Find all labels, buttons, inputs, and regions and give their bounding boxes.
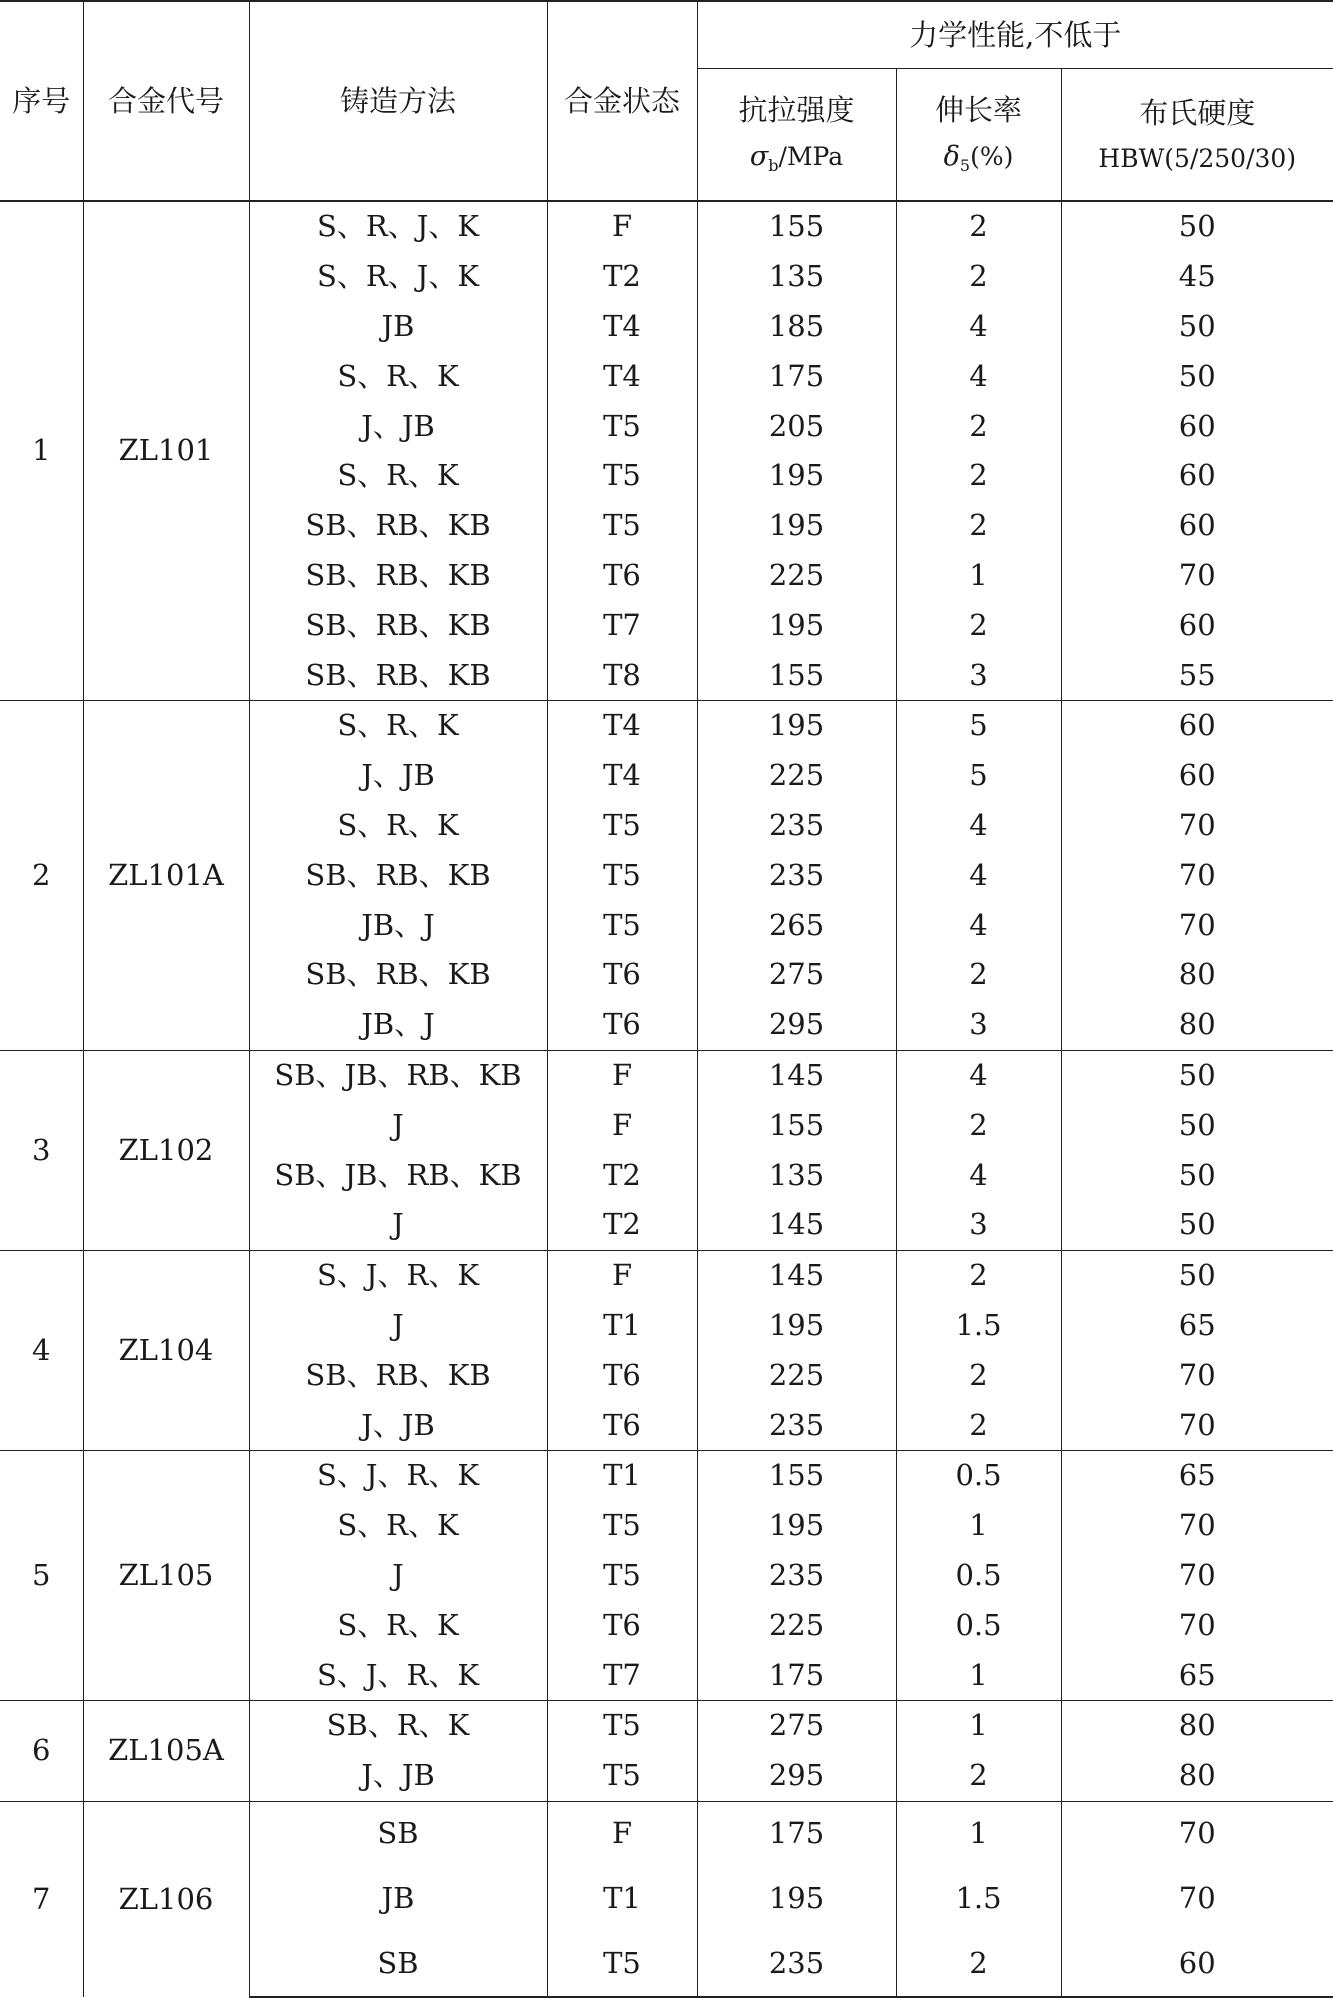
casting-method-cell: S、R、K — [249, 700, 547, 750]
alloy-state-cell: T6 — [547, 1350, 697, 1400]
tensile-strength-cell: 175 — [697, 1650, 896, 1700]
alloy-state-cell: T6 — [547, 1600, 697, 1650]
header-tensile-strength — [697, 69, 896, 202]
hardness-cell: 50 — [1061, 1250, 1333, 1300]
tensile-strength-cell: 145 — [697, 1200, 896, 1250]
alloy-state-cell: T4 — [547, 751, 697, 801]
elongation-cell: 2 — [896, 1751, 1061, 1801]
tensile-unit-line — [698, 143, 896, 174]
elongation-cell: 1 — [896, 551, 1061, 601]
tensile-strength-cell: 155 — [697, 1100, 896, 1150]
elongation-cell: 3 — [896, 1200, 1061, 1250]
tensile-strength-cell: 235 — [697, 1931, 896, 1997]
seq-cell: 3 — [0, 1050, 83, 1250]
casting-method-cell: SB — [249, 1931, 547, 1997]
elongation-cell: 4 — [896, 351, 1061, 401]
elongation-cell: 4 — [896, 302, 1061, 352]
alloy-state-cell: T5 — [547, 1551, 697, 1601]
alloy-state-cell: T1 — [547, 1450, 697, 1500]
tensile-strength-cell: 175 — [697, 351, 896, 401]
alloy-code-cell: ZL106 — [83, 1801, 249, 1997]
alloy-code-cell: ZL105 — [83, 1450, 249, 1700]
alloy-state-cell: T4 — [547, 351, 697, 401]
elongation-cell: 4 — [896, 1050, 1061, 1100]
casting-method-cell: JB — [249, 302, 547, 352]
alloy-state-cell: F — [547, 1801, 697, 1866]
alloy-state-cell: T1 — [547, 1301, 697, 1351]
alloy-state-cell: T7 — [547, 600, 697, 650]
elongation-symbol: δ — [944, 141, 960, 172]
elongation-cell: 2 — [896, 451, 1061, 501]
tensile-strength-cell: 135 — [697, 252, 896, 302]
seq-cell: 7 — [0, 1801, 83, 1997]
elongation-cell: 2 — [896, 1931, 1061, 1997]
alloy-state-cell: T4 — [547, 700, 697, 750]
casting-method-cell: S、J、R、K — [249, 1450, 547, 1500]
tensile-strength-cell: 295 — [697, 1000, 896, 1050]
alloy-state-cell: T1 — [547, 1866, 697, 1931]
hardness-cell: 60 — [1061, 600, 1333, 650]
casting-method-cell: J、JB — [249, 401, 547, 451]
casting-method-cell: SB、RB、KB — [249, 850, 547, 900]
alloy-state-cell: T5 — [547, 850, 697, 900]
hardness-cell: 65 — [1061, 1650, 1333, 1700]
alloy-state-cell: T5 — [547, 1501, 697, 1551]
casting-method-cell: S、R、K — [249, 451, 547, 501]
table-row — [0, 1250, 1333, 1300]
hardness-cell: 70 — [1061, 801, 1333, 851]
seq-cell: 1 — [0, 201, 83, 700]
elongation-cell: 4 — [896, 900, 1061, 950]
casting-method-cell: J、JB — [249, 1400, 547, 1450]
alloy-state-cell: T5 — [547, 1700, 697, 1750]
casting-method-cell: SB、JB、RB、KB — [249, 1150, 547, 1200]
hardness-cell: 80 — [1061, 1700, 1333, 1750]
casting-method-cell: JB — [249, 1866, 547, 1931]
casting-method-cell: S、R、K — [249, 1501, 547, 1551]
alloy-state-cell: T2 — [547, 252, 697, 302]
elongation-cell: 3 — [896, 1000, 1061, 1050]
tensile-strength-cell: 225 — [697, 551, 896, 601]
casting-method-cell: JB、J — [249, 900, 547, 950]
casting-method-cell: SB、RB、KB — [249, 650, 547, 700]
alloy-state-cell: F — [547, 1050, 697, 1100]
tensile-strength-cell: 235 — [697, 850, 896, 900]
header-casting-method: 铸造方法 — [249, 1, 547, 201]
casting-method-cell: SB、RB、KB — [249, 501, 547, 551]
casting-method-cell: S、R、J、K — [249, 201, 547, 252]
alloy-state-cell: T5 — [547, 501, 697, 551]
hardness-cell: 80 — [1061, 1000, 1333, 1050]
hardness-cell: 60 — [1061, 451, 1333, 501]
table-row — [0, 1450, 1333, 1500]
hardness-cell: 55 — [1061, 650, 1333, 700]
tensile-strength-cell: 155 — [697, 201, 896, 252]
header-alloy-code: 合金代号 — [83, 1, 249, 201]
elongation-cell: 2 — [896, 950, 1061, 1000]
elongation-cell: 0.5 — [896, 1600, 1061, 1650]
alloy-state-cell: T2 — [547, 1150, 697, 1200]
hardness-cell: 70 — [1061, 1501, 1333, 1551]
elongation-cell: 2 — [896, 1350, 1061, 1400]
hardness-cell: 70 — [1061, 1801, 1333, 1866]
elongation-cell: 2 — [896, 252, 1061, 302]
alloy-state-cell: T5 — [547, 801, 697, 851]
header-seq: 序号 — [0, 1, 83, 201]
hardness-cell: 70 — [1061, 1600, 1333, 1650]
tensile-strength-cell: 185 — [697, 302, 896, 352]
tensile-symbol: σ — [750, 141, 768, 172]
table-row — [0, 201, 1333, 252]
hardness-cell: 50 — [1061, 302, 1333, 352]
hardness-cell: 50 — [1061, 201, 1333, 252]
elongation-unit-line — [897, 143, 1061, 174]
alloy-state-cell: F — [547, 1100, 697, 1150]
alloy-state-cell: F — [547, 1250, 697, 1300]
casting-method-cell: SB、RB、KB — [249, 551, 547, 601]
casting-method-cell: SB、RB、KB — [249, 600, 547, 650]
tensile-subscript: b — [768, 156, 778, 175]
elongation-cell: 2 — [896, 1100, 1061, 1150]
tensile-strength-cell: 195 — [697, 1866, 896, 1931]
hardness-cell: 50 — [1061, 1150, 1333, 1200]
hardness-cell: 80 — [1061, 1751, 1333, 1801]
elongation-cell: 4 — [896, 801, 1061, 851]
elongation-cell: 1.5 — [896, 1301, 1061, 1351]
hardness-cell: 65 — [1061, 1301, 1333, 1351]
elongation-cell: 4 — [896, 850, 1061, 900]
elongation-cell: 1 — [896, 1650, 1061, 1700]
elongation-cell: 2 — [896, 1400, 1061, 1450]
alloy-state-cell: T6 — [547, 1000, 697, 1050]
casting-method-cell: J — [249, 1100, 547, 1150]
hardness-cell: 70 — [1061, 1866, 1333, 1931]
seq-cell: 2 — [0, 700, 83, 1050]
casting-method-cell: SB、R、K — [249, 1700, 547, 1750]
alloy-code-cell: ZL105A — [83, 1700, 249, 1801]
casting-method-cell: JB、J — [249, 1000, 547, 1050]
tensile-strength-cell: 195 — [697, 700, 896, 750]
alloy-state-cell: T5 — [547, 900, 697, 950]
elongation-cell: 1.5 — [896, 1866, 1061, 1931]
tensile-strength-cell: 195 — [697, 451, 896, 501]
header-brinell-hardness — [1061, 69, 1333, 202]
elongation-cell: 2 — [896, 1250, 1061, 1300]
tensile-strength-cell: 235 — [697, 1400, 896, 1450]
tensile-strength-cell: 275 — [697, 950, 896, 1000]
alloy-state-cell: T2 — [547, 1200, 697, 1250]
tensile-strength-cell: 145 — [697, 1050, 896, 1100]
hardness-cell: 80 — [1061, 950, 1333, 1000]
tensile-strength-cell: 195 — [697, 1501, 896, 1551]
alloy-code-cell: ZL101A — [83, 700, 249, 1050]
hardness-cell: 70 — [1061, 900, 1333, 950]
tensile-strength-cell: 145 — [697, 1250, 896, 1300]
hardness-cell: 60 — [1061, 401, 1333, 451]
hardness-cell: 60 — [1061, 501, 1333, 551]
hardness-label: 布氏硬度 — [1062, 99, 1333, 128]
hardness-cell: 60 — [1061, 751, 1333, 801]
header-elongation — [896, 69, 1061, 202]
alloy-state-cell: T8 — [547, 650, 697, 700]
alloy-state-cell: T6 — [547, 950, 697, 1000]
elongation-cell: 1 — [896, 1801, 1061, 1866]
tensile-strength-cell: 175 — [697, 1801, 896, 1866]
casting-method-cell: J — [249, 1200, 547, 1250]
hardness-cell: 50 — [1061, 1200, 1333, 1250]
casting-method-cell: S、J、R、K — [249, 1250, 547, 1300]
elongation-subscript: 5 — [960, 156, 970, 175]
alloy-state-cell: T4 — [547, 302, 697, 352]
table-row — [0, 1050, 1333, 1100]
tensile-strength-cell: 235 — [697, 801, 896, 851]
hardness-cell: 70 — [1061, 1400, 1333, 1450]
header-alloy-state: 合金状态 — [547, 1, 697, 201]
hardness-cell: 45 — [1061, 252, 1333, 302]
hardness-cell: 70 — [1061, 551, 1333, 601]
hardness-unit: HBW(5/250/30) — [1062, 146, 1333, 171]
tensile-strength-cell: 275 — [697, 1700, 896, 1750]
casting-method-cell: J — [249, 1301, 547, 1351]
elongation-cell: 2 — [896, 600, 1061, 650]
casting-method-cell: SB、RB、KB — [249, 1350, 547, 1400]
alloy-state-cell: T5 — [547, 1931, 697, 1997]
casting-method-cell: S、R、K — [249, 1600, 547, 1650]
alloy-state-cell: T5 — [547, 401, 697, 451]
tensile-strength-cell: 205 — [697, 401, 896, 451]
casting-method-cell: S、R、J、K — [249, 252, 547, 302]
elongation-cell: 2 — [896, 201, 1061, 252]
alloy-code-cell: ZL102 — [83, 1050, 249, 1250]
alloy-state-cell: F — [547, 201, 697, 252]
hardness-cell: 50 — [1061, 1050, 1333, 1100]
header-mechanical-properties: 力学性能,不低于 — [697, 1, 1333, 69]
alloy-state-cell: T6 — [547, 551, 697, 601]
hardness-cell: 60 — [1061, 1931, 1333, 1997]
alloy-state-cell: T5 — [547, 451, 697, 501]
seq-cell: 5 — [0, 1450, 83, 1700]
tensile-strength-cell: 195 — [697, 501, 896, 551]
casting-method-cell: J、JB — [249, 1751, 547, 1801]
casting-method-cell: J — [249, 1551, 547, 1601]
tensile-strength-cell: 135 — [697, 1150, 896, 1200]
tensile-strength-cell: 235 — [697, 1551, 896, 1601]
elongation-cell: 0.5 — [896, 1551, 1061, 1601]
hardness-cell: 70 — [1061, 1551, 1333, 1601]
elongation-unit: (%) — [970, 142, 1013, 171]
casting-method-cell: SB — [249, 1801, 547, 1866]
tensile-strength-cell: 265 — [697, 900, 896, 950]
tensile-strength-cell: 155 — [697, 1450, 896, 1500]
hardness-cell: 70 — [1061, 850, 1333, 900]
elongation-cell: 0.5 — [896, 1450, 1061, 1500]
tensile-strength-cell: 225 — [697, 1600, 896, 1650]
alloy-code-cell: ZL104 — [83, 1250, 249, 1450]
tensile-unit: /MPa — [779, 142, 844, 171]
tensile-strength-cell: 195 — [697, 600, 896, 650]
hardness-cell: 50 — [1061, 351, 1333, 401]
hardness-cell: 50 — [1061, 1100, 1333, 1150]
table-row — [0, 1801, 1333, 1866]
elongation-cell: 1 — [896, 1501, 1061, 1551]
table-row — [0, 700, 1333, 750]
elongation-cell: 5 — [896, 751, 1061, 801]
tensile-strength-cell: 225 — [697, 751, 896, 801]
elongation-label: 伸长率 — [897, 96, 1061, 125]
elongation-cell: 5 — [896, 700, 1061, 750]
alloy-state-cell: T5 — [547, 1751, 697, 1801]
casting-method-cell: S、J、R、K — [249, 1650, 547, 1700]
tensile-strength-cell: 295 — [697, 1751, 896, 1801]
tensile-strength-cell: 155 — [697, 650, 896, 700]
table-row — [0, 1700, 1333, 1750]
alloy-state-cell: T6 — [547, 1400, 697, 1450]
casting-method-cell: SB、JB、RB、KB — [249, 1050, 547, 1100]
casting-method-cell: J、JB — [249, 751, 547, 801]
seq-cell: 4 — [0, 1250, 83, 1450]
tensile-strength-cell: 195 — [697, 1301, 896, 1351]
table-body — [0, 201, 1333, 1997]
elongation-cell: 2 — [896, 501, 1061, 551]
tensile-label: 抗拉强度 — [698, 96, 896, 125]
casting-method-cell: S、R、K — [249, 351, 547, 401]
tensile-strength-cell: 225 — [697, 1350, 896, 1400]
hardness-cell: 65 — [1061, 1450, 1333, 1500]
elongation-cell: 2 — [896, 401, 1061, 451]
hardness-cell: 60 — [1061, 700, 1333, 750]
seq-cell: 6 — [0, 1700, 83, 1801]
alloy-state-cell: T7 — [547, 1650, 697, 1700]
elongation-cell: 3 — [896, 650, 1061, 700]
elongation-cell: 4 — [896, 1150, 1061, 1200]
casting-method-cell: SB、RB、KB — [249, 950, 547, 1000]
elongation-cell: 1 — [896, 1700, 1061, 1750]
casting-method-cell: S、R、K — [249, 801, 547, 851]
hardness-cell: 70 — [1061, 1350, 1333, 1400]
alloy-code-cell: ZL101 — [83, 201, 249, 700]
